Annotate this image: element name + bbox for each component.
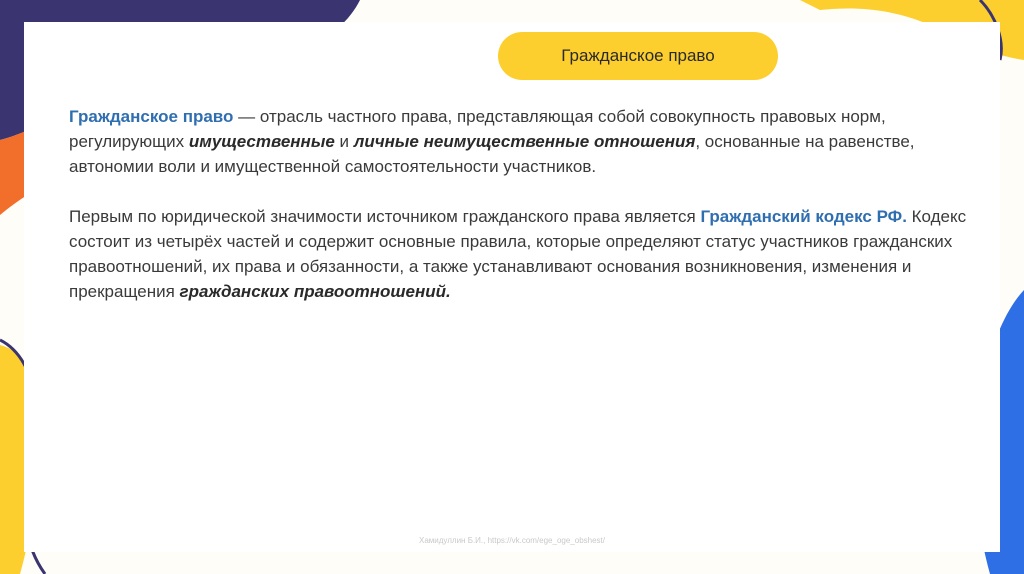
- emph-personal-relations: личные неимущественные отношения: [353, 132, 696, 151]
- p2-text-1: Первым по юридической значимости источником гражданского права является: [69, 207, 701, 226]
- body-text: [69, 104, 969, 304]
- footer-credit: Хамидуллин Б.И., https://vk.com/ege_oge_obshest/: [419, 536, 605, 545]
- term-civil-law: Гражданское право: [69, 107, 234, 126]
- term-civil-code: Гражданский кодекс РФ.: [700, 207, 907, 226]
- slide-title: Гражданское право: [561, 46, 715, 65]
- paragraph-definition: [69, 104, 969, 179]
- title-pill: [498, 32, 778, 80]
- slide-card: [24, 22, 1000, 552]
- emph-civil-relations: гражданских правоотношений.: [179, 282, 451, 301]
- p1-text-3: , основанные на равенстве, автономии воли и имущественной самостоятельности участников.: [69, 132, 915, 176]
- p1-text-2: и: [334, 132, 354, 151]
- paragraph-civil-code: [69, 204, 969, 304]
- p1-text-1: — отрасль частного права, представляющая собой совокупность правовых норм, регулирующих: [69, 107, 886, 151]
- p2-text-2: Кодекс состоит из четырёх частей и содержит основные правила, которые определяют статус участников гражданских правоотношений, их права и обязанности, а также устанавливают основания возникновения, изменения и прекращения: [69, 207, 967, 301]
- emph-property: имущественные: [188, 132, 335, 151]
